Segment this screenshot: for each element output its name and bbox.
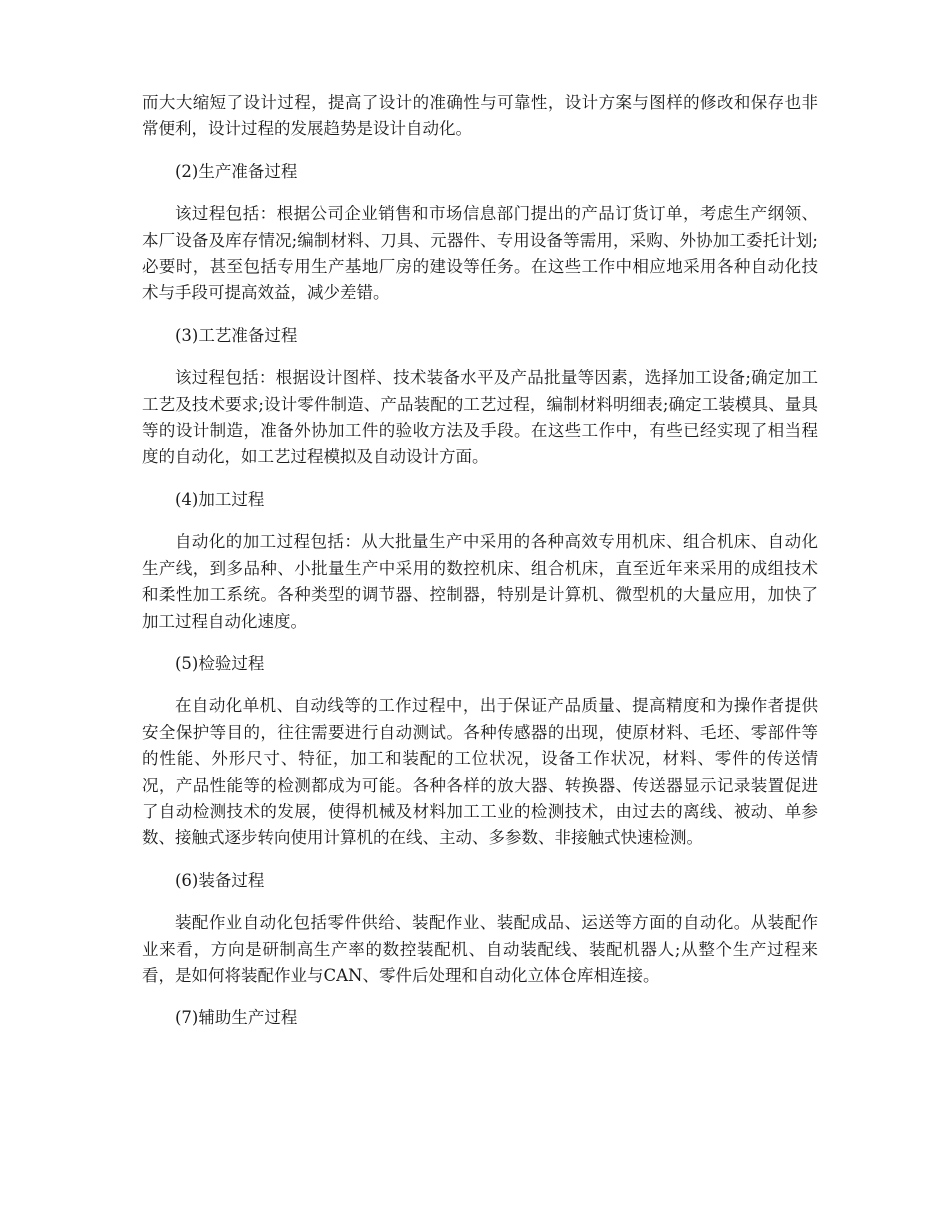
- section-body-assembly: 装配作业自动化包括零件供给、装配作业、装配成品、运送等方面的自动化。从装配作业来看，方向是研制高生产率的数控装配机、自动装配线、装配机器人;从整个生产过程来看，是如何将装配作业与CAN、零件后处理和自动化立体仓库相连接。: [142, 913, 818, 985]
- section-heading-assembly: (6)装备过程: [175, 870, 265, 890]
- section-body-inspection: 在自动化单机、自动线等的工作过程中，出于保证产品质量、提高精度和为操作者提供安全保护等目的，往往需要进行自动测试。各种传感器的出现，使原材料、毛坯、零部件等的性能、外形尺寸、特征，加工和装配的工位状况，设备工作状况，材料、零件的传送情况，产品性能等的检测都成为可能。各种各样的放大器、转换器、传送器显示记录装置促进了自动检测技术的发展，使得机械及材料加工工业的检测技术，由过去的离线、被动、单参数、接触式逐步转向使用计算机的在线、主动、多参数、非接触式快速检测。: [142, 696, 818, 848]
- section-body-machining: 自动化的加工过程包括：从大批量生产中采用的各种高效专用机床、组合机床、自动化生产线，到多品种、小批量生产中采用的数控机床、组合机床，直至近年来采用的成组技术和柔性加工系统。各种类型的调节器、控制器，特别是计算机、微型机的大量应用，加快了加工过程自动化速度。: [142, 532, 818, 631]
- document-body: [142, 90, 818, 1048]
- section-heading-auxiliary: (7)辅助生产过程: [175, 1008, 298, 1028]
- section-body-production-prep: 该过程包括：根据公司企业销售和市场信息部门提出的产品订货订单，考虑生产纲领、本厂设备及库存情况;编制材料、刀具、元器件、专用设备等需用，采购、外协加工委托计划;必要时，甚至包括专用生产基地厂房的建设等任务。在这些工作中相应地采用各种自动化技术与手段可提高效益，减少差错。: [142, 204, 818, 303]
- section-body-process-prep: 该过程包括：根据设计图样、技术装备水平及产品批量等因素，选择加工设备;确定加工工艺及技术要求;设计零件制造、产品装配的工艺过程，编制材料明细表;确定工装模具、量具等的设计制造，准备外协加工件的验收方法及手段。在这些工作中，有些已经实现了相当程度的自动化，如工艺过程模拟及自动设计方面。: [142, 368, 818, 467]
- section-heading-inspection: (5)检验过程: [175, 653, 265, 673]
- intro-continuation-paragraph: 而大大缩短了设计过程，提高了设计的准确性与可靠性，设计方案与图样的修改和保存也非常便利，设计过程的发展趋势是设计自动化。: [142, 93, 818, 139]
- section-heading-machining: (4)加工过程: [175, 489, 265, 509]
- section-heading-production-prep: (2)生产准备过程: [175, 161, 298, 181]
- section-heading-process-prep: (3)工艺准备过程: [175, 325, 298, 345]
